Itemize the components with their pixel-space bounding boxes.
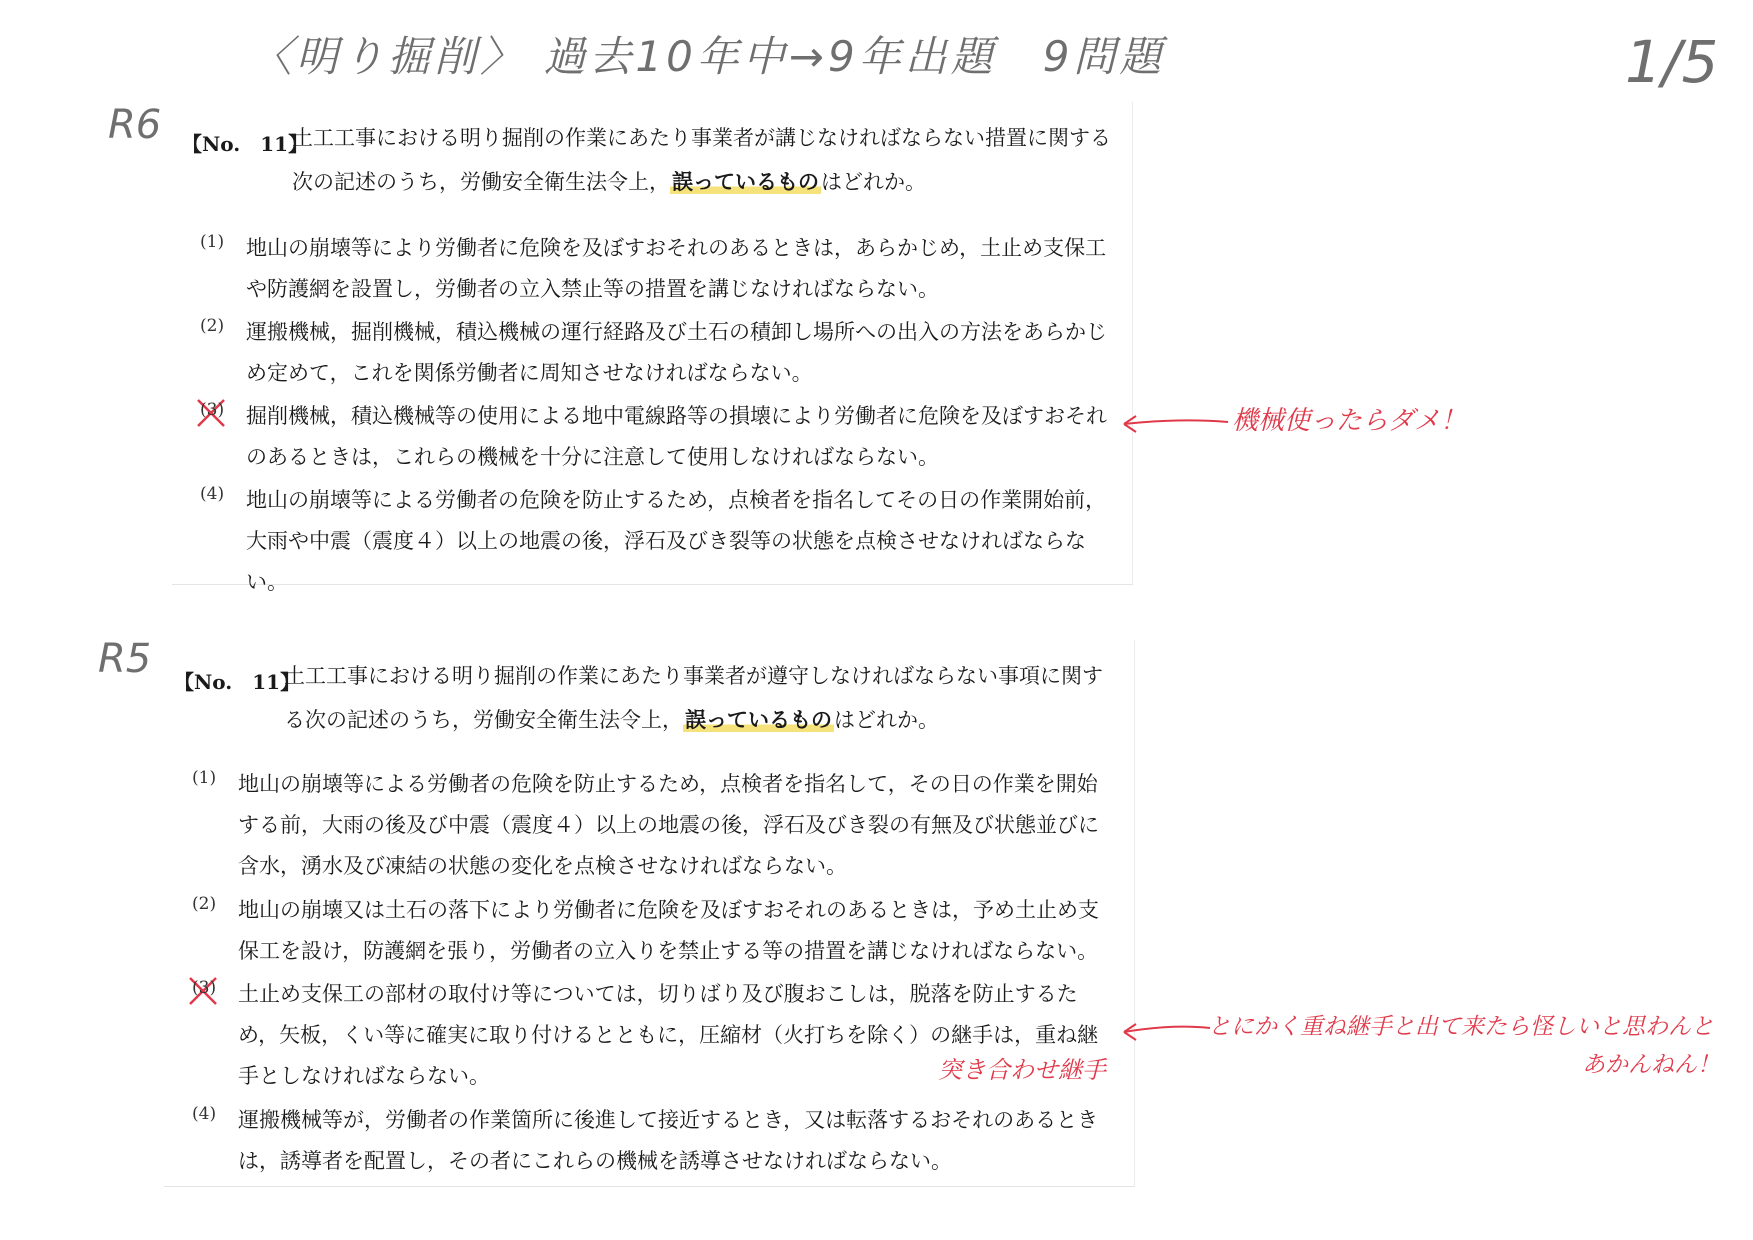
choice-text: 掘削機械，積込機械等の使用による地中電線路等の損壊により労働者に危険を及ぼすおそれのあるときは，これらの機械を十分に注意して使用しなければならない。 [246, 404, 1107, 469]
question-text-before: 土工工事における明り掘削の作業にあたり事業者が講じなければならない措置に関する次の記述のうち，労働安全衛生法令上， [292, 126, 1111, 194]
question-header [164, 654, 1116, 742]
choice-number: (3) [200, 400, 225, 420]
choice-text: 運搬機械，掘削機械，積込機械の運行経路及び土石の積卸し場所への出入の方法をあらかじめ定めて，これを関係労働者に周知させなければならない。 [246, 320, 1107, 385]
question-text [292, 116, 1124, 204]
choice-item [172, 480, 1122, 603]
arrow-icon [1112, 1016, 1212, 1046]
question-number: 【No. 11】 [182, 132, 309, 156]
choice-text: 運搬機械等が，労働者の作業箇所に後進して接近するとき，又は転落するおそれのあるときは，誘導者を配置し，その者にこれらの機械を誘導させなければならない。 [238, 1108, 1099, 1173]
year-label-r5: R5 [98, 636, 152, 682]
question-header [172, 116, 1124, 204]
choice-number: (4) [200, 484, 225, 504]
choice-number: (2) [200, 316, 225, 336]
choice-number: (2) [192, 894, 217, 914]
choice-item [172, 396, 1122, 478]
question-text-before: 土工工事における明り掘削の作業にあたり事業者が遵守しなければならない事項に関する次の記述のうち，労働安全衛生法令上， [284, 664, 1103, 732]
choice-number: (4) [192, 1104, 217, 1124]
choice-text: 地山の崩壊等により労働者に危険を及ぼすおそれのあるときは，あらかじめ，土止め支保工や防護網を設置し，労働者の立入禁止等の措置を講じなければならない。 [246, 236, 1107, 301]
arrow-icon [1110, 408, 1230, 438]
correction-note: 突き合わせ継手 [938, 1056, 1106, 1084]
highlighted-phrase: 誤っているもの [672, 169, 819, 194]
choice-number: (3) [192, 978, 217, 998]
choice-text: 地山の崩壊等による労働者の危険を防止するため，点検者を指名してその日の作業開始前，大雨や中震（震度４）以上の地震の後，浮石及びき裂等の状態を点検させなければならない。 [246, 488, 1107, 594]
choice-item [164, 764, 1114, 887]
handwritten-title: 〈明り掘削〉 過去10年中→9年出題 9問題 [250, 32, 1166, 81]
page-number: 1/5 [1625, 28, 1719, 96]
question-text-after: はどれか。 [834, 708, 939, 732]
choice-item [164, 1100, 1114, 1182]
annotation-r6: 機械使ったらダメ！ [1232, 406, 1467, 436]
question-text-after: はどれか。 [821, 170, 926, 194]
choice-item [172, 312, 1122, 394]
choice-text: 土止め支保工の部材の取付け等については，切りばり及び腹おこしは，脱落を防止するため，矢板，くい等に確実に取り付けるとともに，圧縮材（火打ちを除く）の継手は，重ね継手としなければならない。 [238, 982, 1099, 1088]
annotation-r5-line1: とにかく重ね継手と出て来たら怪しいと思わんと [1208, 1014, 1714, 1040]
choice-number: (1) [200, 232, 225, 252]
question-number: 【No. 11】 [174, 670, 301, 694]
choice-text: 地山の崩壊等による労働者の危険を防止するため，点検者を指名して，その日の作業を開始する前，大雨の後及び中震（震度４）以上の地震の後，浮石及びき裂の有無及び状態並びに含水，湧水及び凍結の状態の変化を点検させなければならない。 [238, 772, 1099, 878]
question-text [284, 654, 1116, 742]
annotation-r5-line2: あかんねん！ [1582, 1052, 1720, 1078]
year-label-r6: R6 [108, 102, 162, 148]
choice-number: (1) [192, 768, 217, 788]
choice-item [172, 228, 1122, 310]
question-clip-r6 [172, 102, 1133, 594]
highlighted-phrase: 誤っているもの [685, 707, 832, 732]
question-clip-r5 [164, 640, 1135, 1187]
choice-item [164, 890, 1114, 972]
choice-text: 地山の崩壊又は土石の落下により労働者に危険を及ぼすおそれのあるときは，予め土止め支保工を設け，防護網を張り，労働者の立入りを禁止する等の措置を講じなければならない。 [238, 898, 1099, 963]
